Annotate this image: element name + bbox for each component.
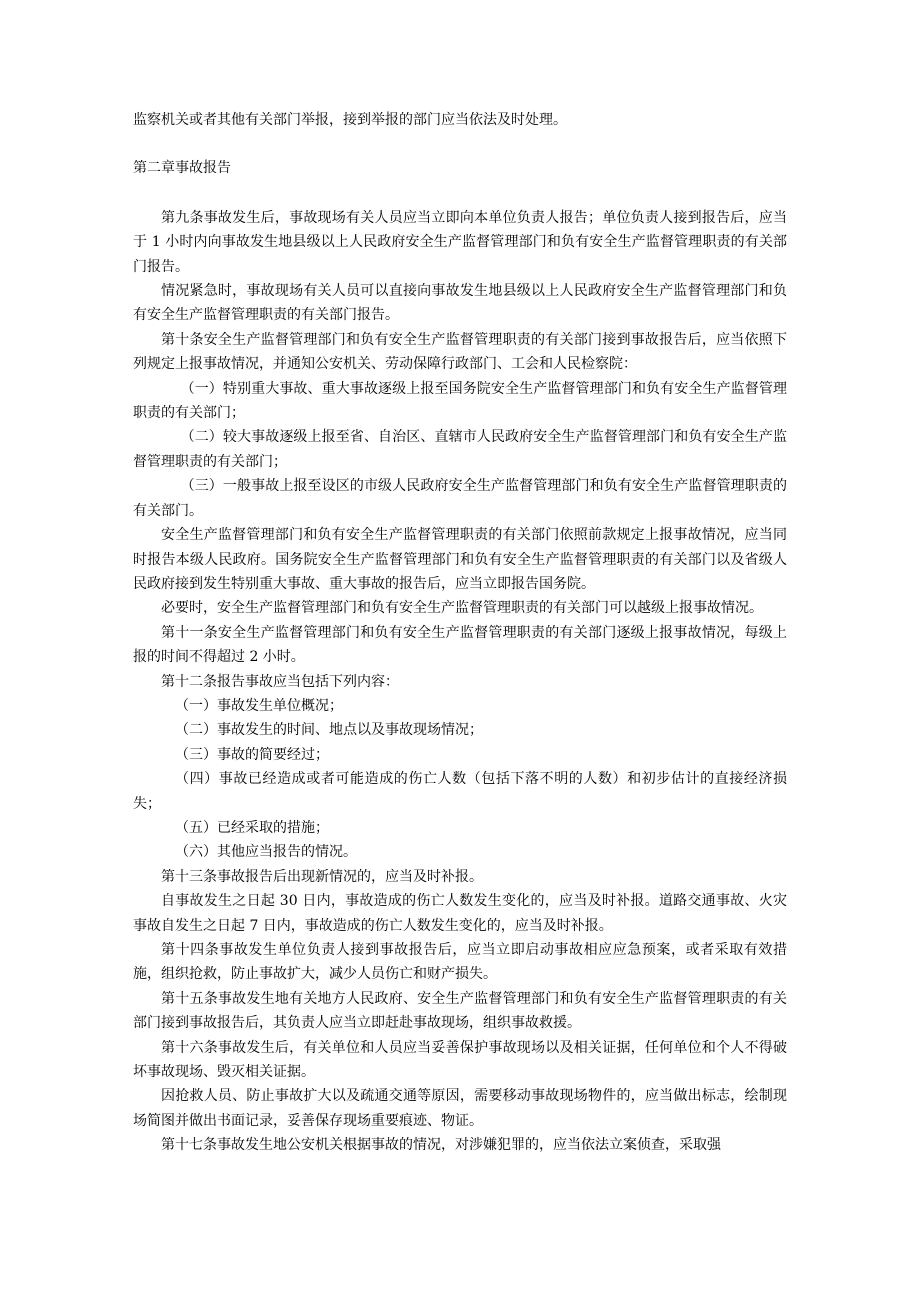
- paragraph: 第九条事故发生后，事故现场有关人员应当立即向本单位负责人报告；单位负责人接到报告后，应当于 1 小时内向事故发生地县级以上人民政府安全生产监督管理部门和负有安全生产监督管理职责的有关部门报告。: [133, 209, 787, 275]
- paragraph: 第十六条事故发生后，有关单位和人员应当妥善保护事故现场以及相关证据，任何单位和个人不得破坏事故现场、毁灭相关证据。: [133, 1039, 787, 1081]
- list-item: （三）一般事故上报至设区的市级人民政府安全生产监督管理部门和负有安全生产监督管理职责的有关部门。: [133, 478, 787, 519]
- list-item: （二）事故发生的时间、地点以及事故现场情况；: [175, 722, 483, 739]
- paragraph: 因抢救人员、防止事故扩大以及疏通交通等原因，需要移动事故现场物件的，应当做出标志，绘制现场简图并做出书面记录，妥善保存现场重要痕迹、物证。: [133, 1088, 787, 1129]
- paragraph: 第十条安全生产监督管理部门和负有安全生产监督管理职责的有关部门接到事故报告后，应当依照下列规定上报事故情况，并通知公安机关、劳动保障行政部门、工会和人民检察院：: [133, 331, 787, 373]
- paragraph: 第十一条安全生产监督管理部门和负有安全生产监督管理职责的有关部门逐级上报事故情况，每级上报的时间不得超过 2 小时。: [133, 624, 787, 666]
- paragraph: 第十七条事故发生地公安机关根据事故的情况，对涉嫌犯罪的，应当依法立案侦查，采取强: [161, 1137, 721, 1154]
- paragraph: 第十三条事故报告后出现新情况的，应当及时补报。: [161, 868, 483, 885]
- paragraph: 第十二条报告事故应当包括下列内容：: [161, 673, 399, 690]
- article-body: [133, 206, 787, 1158]
- list-item: （一）特别重大事故、重大事故逐级上报至国务院安全生产监督管理部门和负有安全生产监督管理职责的有关部门；: [133, 380, 787, 422]
- list-item: （二）较大事故逐级上报至省、自治区、直辖市人民政府安全生产监督管理部门和负有安全生产监督管理职责的有关部门；: [133, 429, 787, 470]
- paragraph: 第十四条事故发生单位负责人接到事故报告后，应当立即启动事故相应应急预案，或者采取有效措施，组织抢救，防止事故扩大，减少人员伤亡和财产损失。: [133, 942, 787, 983]
- paragraph: 第十五条事故发生地有关地方人民政府、安全生产监督管理部门和负有安全生产监督管理职责的有关部门接到事故报告后，其负责人应当立即赶赴事故现场，组织事故救援。: [133, 990, 787, 1032]
- list-item: （四）事故已经造成或者可能造成的伤亡人数（包括下落不明的人数）和初步估计的直接经济损失；: [133, 771, 787, 812]
- paragraph: 安全生产监督管理部门和负有安全生产监督管理职责的有关部门依照前款规定上报事故情况，应当同时报告本级人民政府。国务院安全生产监督管理部门和负有安全生产监督管理职责的有关部门以及省级人民政府接到发生特别重大事故、重大事故的报告后，应当立即报告国务院。: [133, 527, 787, 592]
- paragraph: 必要时，安全生产监督管理部门和负有安全生产监督管理职责的有关部门可以越级上报事故情况。: [161, 600, 763, 617]
- continuation-paragraph: 监察机关或者其他有关部门举报，接到举报的部门应当依法及时处理。: [133, 112, 567, 128]
- list-item: （三）事故的简要经过；: [175, 746, 329, 763]
- chapter-title: 第二章事故报告: [133, 160, 231, 177]
- paragraph: 自事故发生之日起 30 日内，事故造成的伤亡人数发生变化的，应当及时补报。道路交通事故、火灾事故自发生之日起 7 日内，事故造成的伤亡人数发生变化的，应当及时补报。: [133, 893, 787, 934]
- document-page: [133, 108, 787, 1158]
- list-item: （五）已经采取的措施；: [175, 819, 329, 836]
- paragraph: 情况紧急时，事故现场有关人员可以直接向事故发生地县级以上人民政府安全生产监督管理部门和负有安全生产监督管理职责的有关部门报告。: [133, 283, 787, 324]
- list-item: （六）其他应当报告的情况。: [175, 844, 357, 861]
- list-item: （一）事故发生单位概况；: [175, 697, 343, 714]
